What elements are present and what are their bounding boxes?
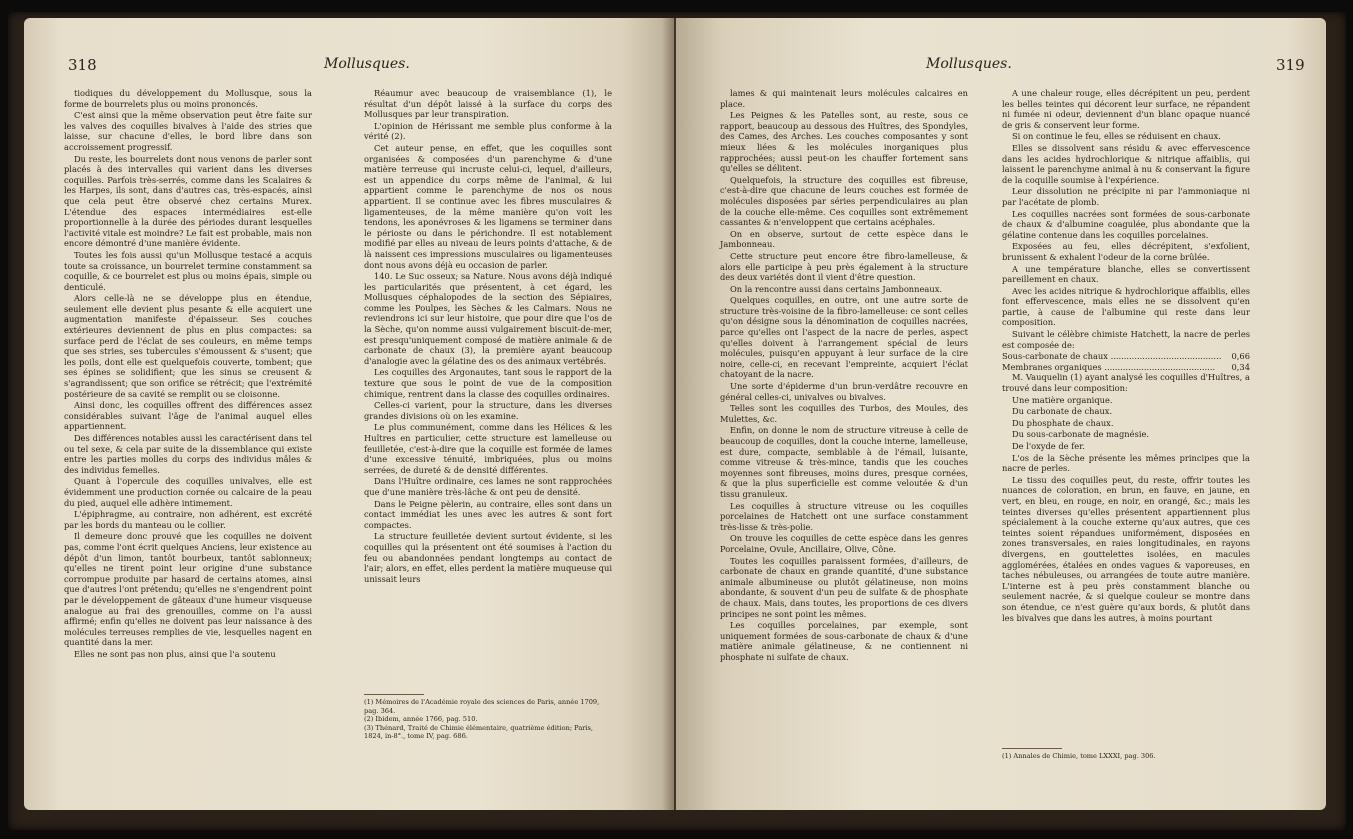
right-column-1 [720, 88, 968, 663]
paragraph: 140. Le Suc osseux; sa Nature. Nous avons déjà indiqué les particularités que présentent, à cet égard, les Mollusques céphalopodes de la section des Sépiaires, comme les Poulpes, les Sèches & les Calmars. Nous ne reviendrons ici sur leur histoire, que pour dire que l'os de la Sèche, qu'on nomme aussi vulgairement biscuit-de-mer, est presqu'uniquement composé de matière animale & de carbonate de chaux (3), la première ayant beaucoup d'analogie avec la gélatine des os des animaux vertébrés. [364, 271, 612, 366]
paragraph: Dans le Peigne pèlerin, au contraire, elles sont dans un contact immédiat les unes avec les autres & sont fort compactes. [364, 498, 612, 530]
paragraph: Avec les acides nitrique & hydrochlorique affaiblis, elles font effervescence, mais elles ne se dissolvent qu'en partie, à cause de l'albumine qui reste dans leur composition. [1002, 285, 1250, 328]
paragraph: Suivant le célèbre chimiste Hatchett, la nacre de perles est composée de: [1002, 329, 1250, 350]
paragraph: Une sorte d'épiderme d'un brun-verdâtre recouvre en général celles-ci, univalves ou bivalves. [720, 381, 968, 402]
paragraph: Il demeure donc prouvé que les coquilles ne doivent pas, comme l'ont écrit quelques Anciens, leur existence au dépôt d'un limon, tantôt bourbeux, tantôt sablonneux; qu'elles ne tirent point leur origine d'une substance corrompue produite par hasard de certains atomes, ainsi que d'autres l'ont prétendu; qu'elles ne s'engendrent point par le développement de gâteaux d'une humeur visqueuse analogue au frai des grenouilles, comme on l'a aussi affirmé; enfin qu'elles ne doivent pas leur naissance à des molécules terreuses remplies de vie, lesquelles nagent en quantité dans la mer. [64, 531, 312, 648]
table-value: 0,66 [1231, 351, 1250, 362]
footnote-rule [364, 694, 424, 695]
paragraph: Ainsi donc, les coquilles offrent des différences assez considérables suivant l'âge de l'animal auquel elles appartiennent. [64, 400, 312, 432]
paragraph: Les coquilles nacrées sont formées de sous-carbonate de chaux & d'albumine coagulée, plus abondante que la gélatine contenue dans les coquilles porcelaines. [1002, 208, 1250, 240]
paragraph: Toutes les coquilles paraissent formées, d'ailleurs, de carbonate de chaux en grande quantité, d'une substance animale albumineuse ou plutôt gélatineuse, non moins abondante, & souvent d'un peu de sulfate & de phosphate de chaux. Mais, dans toutes, les proportions de ces divers principes ne sont point les mêmes. [720, 555, 968, 619]
paragraph: Quelques coquilles, en outre, ont une autre sorte de structure très-voisine de la fibro-lamelleuse: ce sont celles qu'on désigne sous la dénomination de coquilles nacrées, parce qu'elles ont l'aspect de la nacre de perles, aspect qu'elles doivent à l'arrangement spécial de leurs molécules, puisqu'en appuyant à leur surface de la cire noire, celle-ci, en recevant l'empreinte, acquiert l'éclat chatoyant de la nacre. [720, 295, 968, 380]
page-number-left: 318 [68, 56, 97, 74]
paragraph: A une température blanche, elles se convertissent pareillement en chaux. [1002, 263, 1250, 285]
paragraph: tiodiques du développement du Mollusque, sous la forme de bourrelets plus ou moins prononcés. [64, 88, 312, 109]
table-label: Membranes organiques .......................................... [1002, 361, 1216, 372]
paragraph: Réaumur avec beaucoup de vraisemblance (1), le résultat d'un dépôt laissé à la surface du corps des Mollusques par leur transpiration. [364, 88, 612, 120]
paragraph: Dans l'Huître ordinaire, ces lames ne sont rapprochées que d'une manière très-lâche & ont peu de densité. [364, 476, 612, 497]
paragraph: Du sous-carbonate de magnésie. [1012, 429, 1150, 440]
paragraph: L'os de la Sèche présente les mêmes principes que la nacre de perles. [1002, 452, 1250, 474]
paragraph: Les coquilles des Argonautes, tant sous le rapport de la texture que sous le point de vue de la composition chimique, rentrent dans la classe des coquilles ordinaires. [364, 367, 612, 399]
paragraph: M. Vauquelin (1) ayant analysé les coquilles d'Huîtres, a trouvé dans leur composition: [1002, 372, 1250, 394]
paragraph: De l'oxyde de fer. [1012, 441, 1085, 451]
paragraph: On en observe, surtout de cette espèce dans le Jambonneau. [720, 228, 968, 250]
composition-table [1002, 351, 1250, 372]
left-column-2 [364, 88, 612, 585]
paragraph: On trouve les coquilles de cette espèce dans les genres Porcelaine, Ovule, Ancillaire, Olive, Cône. [720, 533, 968, 554]
paragraph: Du phosphate de chaux. [1012, 417, 1114, 428]
paragraph: Les Peignes & les Patelles sont, au reste, sous ce rapport, beaucoup au dessous des Huîtres, des Spondyles, des Cames, des Arches. Les couches composantes y sont mieux liées & les molécules inorganiques plus rapprochées; aussi peut-on les chauffer fortement sans qu'elles se délitent. [720, 110, 968, 174]
paragraph: Exposées au feu, elles décrépitent, s'exfolient, brunissent & exhalent l'odeur de la corne brûlée. [1002, 241, 1250, 262]
paragraph: Du carbonate de chaux. [1012, 406, 1113, 417]
paragraph: lames & qui maintenait leurs molécules calcaires en place. [720, 88, 968, 109]
paragraph: Le tissu des coquilles peut, du reste, offrir toutes les nuances de coloration, en brun, en fauve, en jaune, en vert, en bleu, en rouge, en noir, en orangé, &c.; mais les teintes diverses qu'elles présentent appartiennent plus spécialement à la couche externe qu'aux autres, que ces teintes soient répandues uniformément, disposées en zones transversales, en raies longitudinales, en rayons divergens, en gouttelettes isolées, en macules agglomérées, étalées en ondes vagues & vaporeuses, en taches nébuleuses, ou arrangées de toute autre manière. L'interne est à peu près constamment blanche ou seulement nacrée, & si quelque couleur se montre dans son étendue, ce n'est guère qu'aux bords, & plutôt dans les bivalves que dans les autres, à moins pourtant [1002, 474, 1250, 623]
paragraph: Les coquilles porcelaines, par exemple, sont uniquement formées de sous-carbonate de chaux & d'une matière animale gélatineuse, & ne contiennent ni phosphate ni sulfate de chaux. [720, 620, 968, 662]
page-number-right: 319 [1276, 56, 1305, 74]
left-page [24, 18, 674, 810]
paragraph: L'opinion de Hérissant me semble plus conforme à la vérité (2). [364, 120, 612, 142]
paragraph: Cet auteur pense, en effet, que les coquilles sont organisées & composées d'un parenchyme & d'une matière terreuse qui incruste celui-ci, lequel, d'ailleurs, est un appendice du corps même de l'animal, & lui appartient comme le parenchyme de nos os nous appartient. Il se continue avec les fibres musculaires & ligamenteuses, de la même manière qu'on voit les tendons, les aponévroses & les ligamens se terminer dans le périoste ou dans le périchondre. Il est notablement modifié par elles au niveau de leurs points d'attache, & de là naissent ces impressions musculaires ou ligamenteuses dont nous avons déjà eu occasion de parler. [364, 142, 612, 270]
right-column-2 [1002, 88, 1250, 624]
paragraph: Quant à l'opercule des coquilles univalves, elle est évidemment une production cornée ou calcaire de la peau du pied, auquel elle adhère intimement. [64, 476, 312, 508]
paragraph: Le plus communément, comme dans les Hélices & les Huîtres en particulier, cette structure est lamelleuse ou feuilletée, c'est-à-dire que la coquille est formée de lames d'une excessive ténuité, imbriquées, plus ou moins serrées, de dureté & de densité différentes. [364, 422, 612, 475]
paragraph: Si on continue le feu, elles se réduisent en chaux. [1012, 131, 1221, 142]
running-head-right: Mollusques. [926, 56, 1012, 72]
paragraph: Une matière organique. [1012, 394, 1113, 405]
footnote-rule [1002, 748, 1062, 749]
paragraph: Des différences notables aussi les caractérisent dans tel ou tel sexe, & cela par suite de la dissemblance qui existe entre les parties molles du corps des individus mâles & des individus femelles. [64, 433, 312, 475]
footnote: (3) Thénard, Traité de Chimie élémentaire, quatrième édition; Paris, 1824, in-8°., tome IV, pag. 686. [364, 723, 593, 741]
paragraph: Telles sont les coquilles des Turbos, des Moules, des Mulettes, &c. [720, 403, 968, 424]
paragraph: Cette structure peut encore être fibro-lamelleuse, & alors elle participe à peu près également à la structure des deux variétés dont il vient d'être question. [720, 250, 968, 283]
table-value: 0,34 [1231, 361, 1250, 372]
paragraph: Alors celle-là ne se développe plus en étendue, seulement elle devient plus pesante & elle acquiert une augmentation manifeste d'épaisseur. Ses couches extérieures deviennent de plus en plus compactes: sa surface perd de l'éclat de ses couleurs, en même temps que ses stries, ses tubercules s'émoussent & s'usent; que les poils, dont elle est quelquefois couverte, tombent; que ses épines se solidifient; que les sinus se creusent & s'agrandissent; que son orifice se rétrécit; que l'extrémité postérieure de sa cavité se remplit ou se cloisonne. [64, 293, 312, 399]
table-row [1002, 362, 1250, 373]
table-label: Sous-carbonate de chaux .......................................... [1002, 351, 1222, 362]
left-column-1 [64, 88, 312, 660]
footnote: (2) Ibidem, année 1766, pag. 510. [364, 715, 478, 724]
paragraph: Toutes les fois aussi qu'un Mollusque testacé a acquis toute sa croissance, un bourrelet termine constamment sa coquille, & ce bourrelet est plus ou moins épais, simple ou denticulé. [64, 249, 312, 292]
paragraph: Du reste, les bourrelets dont nous venons de parler sont placés à des intervalles qui varient dans les diverses coquilles. Parfois très-serrés, comme dans les Scalaires & les Harpes, ils sont, dans d'autres cas, très-espacés, ainsi que cela peut être observé chez certains Murex. L'étendue des espaces intermédiaires est-elle proportionnelle à la durée des périodes durant lesquelles l'activité vitale est moindre? Le fait est probable, mais non encore démontré d'une manière évidente. [64, 153, 312, 249]
right-page [676, 18, 1326, 810]
paragraph: Quelquefois, la structure des coquilles est fibreuse, c'est-à-dire que chacune de leurs couches est formée de molécules disposées par séries perpendiculaires au plan de la couche elle-même. Ces coquilles sont extrêmement cassantes & n'enveloppent que certains acéphales. [720, 174, 968, 228]
paragraph: La structure feuilletée devient surtout évidente, si les coquilles qui la présentent ont été soumises à l'action du feu ou abandonnées pendant longtemps au contact de l'air; alors, en effet, elles perdent la matière muqueuse qui unissait leurs [364, 531, 612, 584]
paragraph: A une chaleur rouge, elles décrépitent un peu, perdent les belles teintes qui décorent leur surface, ne répandent ni fumée ni odeur, deviennent d'un blanc opaque nuancé de gris & conservent leur forme. [1002, 88, 1250, 130]
paragraph: C'est ainsi que la même observation peut être faite sur les valves des coquilles bivalves à l'aide des stries que laisse, sur chacune d'elles, le bord libre dans son accroissement progressif. [64, 110, 312, 152]
table-row [1002, 351, 1250, 362]
paragraph: On la rencontre aussi dans certains Jambonneaux. [730, 283, 943, 294]
footnote: (1) Annales de Chimie, tome LXXXI, pag. 306. [1002, 752, 1156, 760]
paragraph: Leur dissolution ne précipite ni par l'ammoniaque ni par l'acétate de plomb. [1002, 186, 1250, 207]
paragraph: L'épiphragme, au contraire, non adhérent, est excrété par les bords du manteau ou le collier. [64, 509, 312, 530]
left-footnotes [364, 694, 612, 741]
paragraph: Celles-ci varient, pour la structure, dans les diverses grandes divisions où on les examine. [364, 400, 612, 421]
footnote: (1) Mémoires de l'Académie royale des sciences de Paris, année 1709, pag. 364. [364, 698, 600, 715]
paragraph: Les coquilles à structure vitreuse ou les coquilles porcelaines de Hatchett ont une surface constamment très-lisse & très-polie. [720, 500, 968, 532]
paragraph: Enfin, on donne le nom de structure vitreuse à celle de beaucoup de coquilles, dont la couche interne, lamelleuse, est dure, compacte, semblable à de l'émail, luisante, comme vitreuse & très-mince, tandis que les couches moyennes sont fibreuses, moins dures, presque cornées, & que la plus superficielle est comme veloutée & d'un tissu granuleux. [720, 425, 968, 499]
paragraph: Elles ne sont pas non plus, ainsi que l'a soutenu [74, 648, 276, 659]
right-footnotes [1002, 748, 1250, 761]
running-head-left: Mollusques. [324, 56, 410, 72]
paragraph: Elles se dissolvent sans résidu & avec effervescence dans les acides hydrochlorique & nitrique affaiblis, qui laissent le parenchyme animal à nu & conservant la figure de la coquille soumise à l'expérience. [1002, 142, 1250, 185]
